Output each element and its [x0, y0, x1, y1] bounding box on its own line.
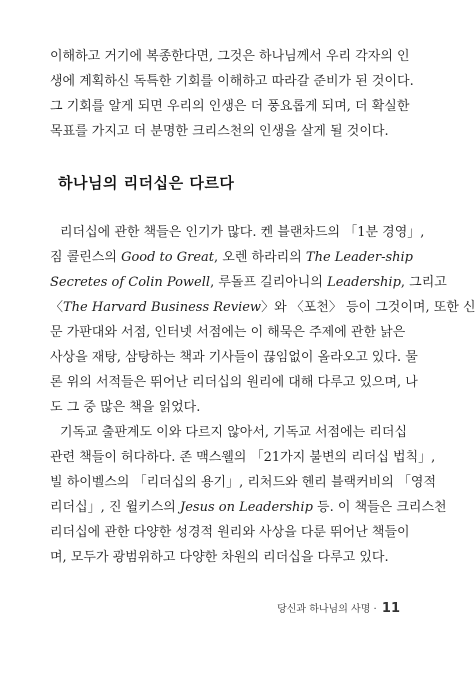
text-run: 짐 콜린스의: [50, 250, 122, 265]
text-run: 〈: [50, 300, 64, 315]
text-run: 도 그 중 많은 책을 읽었다.: [50, 400, 201, 415]
text-line: [50, 270, 447, 295]
text-line: 그 기회를 알게 되면 우리의 인생은 더 풍요롭게 되며, 더 확실한: [50, 99, 410, 114]
text-run: 론 위의 서적들은 뛰어난 리더십의 원리에 대해 다루고 있으며, 나: [50, 375, 418, 390]
paragraph-intro: [50, 44, 414, 144]
text-line: [50, 545, 400, 570]
text-run: 빌 하이벨스의 「리더십의 용기」, 리처드와 헨리 블랙커비의 「영적: [50, 475, 437, 490]
text-run: 기독교 출판계도 이와 다르지 않아서, 기독교 서점에는 리더십: [60, 425, 408, 440]
book-title-italic: The Harvard Business Review: [63, 300, 262, 315]
text-line: [50, 470, 437, 495]
running-title: 당신과 하나님의 사명 ·: [277, 604, 377, 615]
text-line: 이해하고 거기에 복종한다면, 그것은 하나님께서 우리 각자의 인: [50, 49, 410, 64]
text-line: [50, 495, 447, 520]
paragraph-leadership-books: [50, 220, 476, 420]
text-line: [50, 345, 418, 370]
page-number: 11: [381, 601, 400, 616]
text-run: 리더십에 관한 책들은 인기가 많다. 켄 블랜차드의 「1분 경영」,: [60, 225, 425, 240]
book-title-italic: Leadership: [327, 275, 401, 290]
text-run: 문 가판대와 서점, 인터넷 서점에는 이 해묵은 주제에 관한 낡은: [50, 325, 406, 340]
text-line: 목표를 가지고 더 분명한 크리스천의 인생을 살게 될 것이다.: [50, 124, 389, 139]
text-run: , 그리고: [400, 275, 447, 290]
text-line: [50, 395, 400, 420]
section-heading: 하나님의 리더십은 다르다: [58, 174, 235, 192]
text-line: [50, 420, 408, 445]
text-line: [50, 245, 413, 270]
text-run: 리더십」, 진 윌키스의: [50, 500, 180, 515]
text-run: 등. 이 책들은 크리스천: [312, 500, 447, 515]
paragraph-christian-publishing: [50, 420, 447, 570]
text-run: , 오렌 하라리의: [214, 250, 306, 265]
text-line: [50, 520, 410, 545]
text-line: [50, 445, 436, 470]
text-run: 〉와 〈포천〉 등이 그것이며, 또한 신: [261, 300, 476, 315]
book-title-italic: The Leader-ship: [305, 250, 413, 265]
text-line: 생에 계획하신 독특한 기회를 이해하고 따라갈 준비가 된 것이다.: [50, 74, 414, 89]
text-line: [50, 295, 476, 320]
book-title-italic: Good to Great: [121, 250, 215, 265]
text-line: [50, 320, 406, 345]
book-title-italic: Jesus on Leadership: [180, 500, 313, 515]
text-run: 리더십에 관한 다양한 성경적 원리와 사상을 다룬 뛰어난 책들이: [50, 525, 410, 540]
text-line: [50, 220, 425, 245]
text-run: 며, 모두가 광범위하고 다양한 차원의 리더십을 다루고 있다.: [50, 550, 389, 565]
text-line: [50, 370, 418, 395]
text-run: 사상을 재탕, 삼탕하는 책과 기사들이 끊임없이 올라오고 있다. 물: [50, 350, 418, 365]
book-title-italic: Secretes of Colin Powell: [50, 275, 211, 290]
text-run: 관련 책들이 허다하다. 존 맥스웰의 「21가지 불변의 리더십 법칙」,: [50, 450, 436, 465]
text-run: , 루돌프 길리아니의: [210, 275, 328, 290]
page-footer: [277, 600, 400, 616]
